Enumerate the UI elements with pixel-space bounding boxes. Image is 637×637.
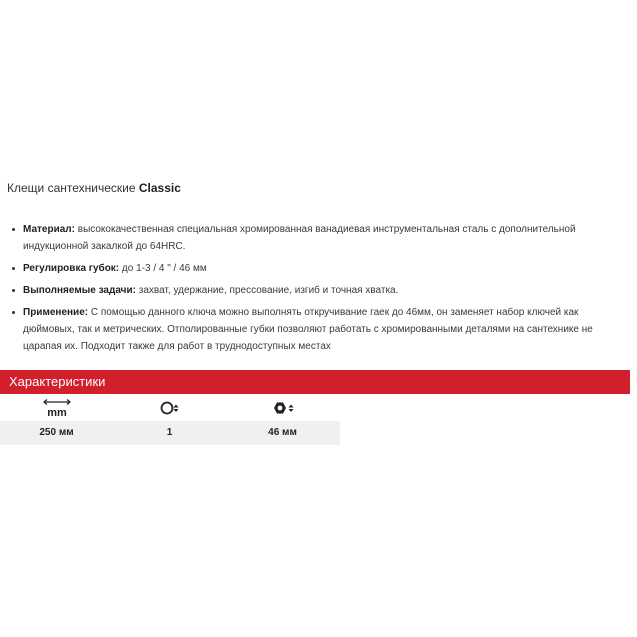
length-mm-icon [0,397,113,421]
feature-item-jaw-adjustment [10,260,632,277]
feature-label: Регулировка губок: [23,263,120,274]
feature-label: Применение: [23,307,89,318]
product-title [7,181,181,195]
characteristics-heading: Характеристики [0,370,630,394]
feature-label: Материал: [23,224,75,235]
feature-text: С помощью данного ключа можно выполнять откручивание гаек до 46мм, он заменяет набор ключей как дюймовых, так и метрических. Отполированные губки позволяют работать с хромированными деталями на сантехнике не царапая их. Подходит также для работ в труднодоступных местах [23,307,593,352]
characteristics-icon-row [0,397,340,421]
characteristics-table [0,397,340,445]
length-unit-label: mm [46,407,67,419]
feature-item-material [10,221,632,255]
adjust-value: 1 [166,427,173,438]
feature-text: высококачественная специальная хромированная ванадиевая инструментальная сталь с дополнительной индукционной закалкой до 64HRC. [23,224,576,252]
ring-adjust-icon [113,397,226,421]
characteristics-value-row [0,421,340,445]
feature-item-tasks [10,282,632,299]
hex-nut-icon [226,397,339,421]
feature-item-application [10,304,632,355]
feature-text: до 1-3 / 4 " / 46 мм [119,263,207,274]
length-value: 250 мм [39,427,74,438]
nut-size-value: 46 мм [268,427,297,438]
feature-text: захват, удержание, прессование, изгиб и точная хватка. [135,285,399,296]
feature-list [10,221,632,360]
feature-label: Выполняемые задачи: [23,285,136,296]
product-title-brand: Classic [138,181,181,195]
product-title-prefix: Клещи сантехнические [7,181,136,195]
